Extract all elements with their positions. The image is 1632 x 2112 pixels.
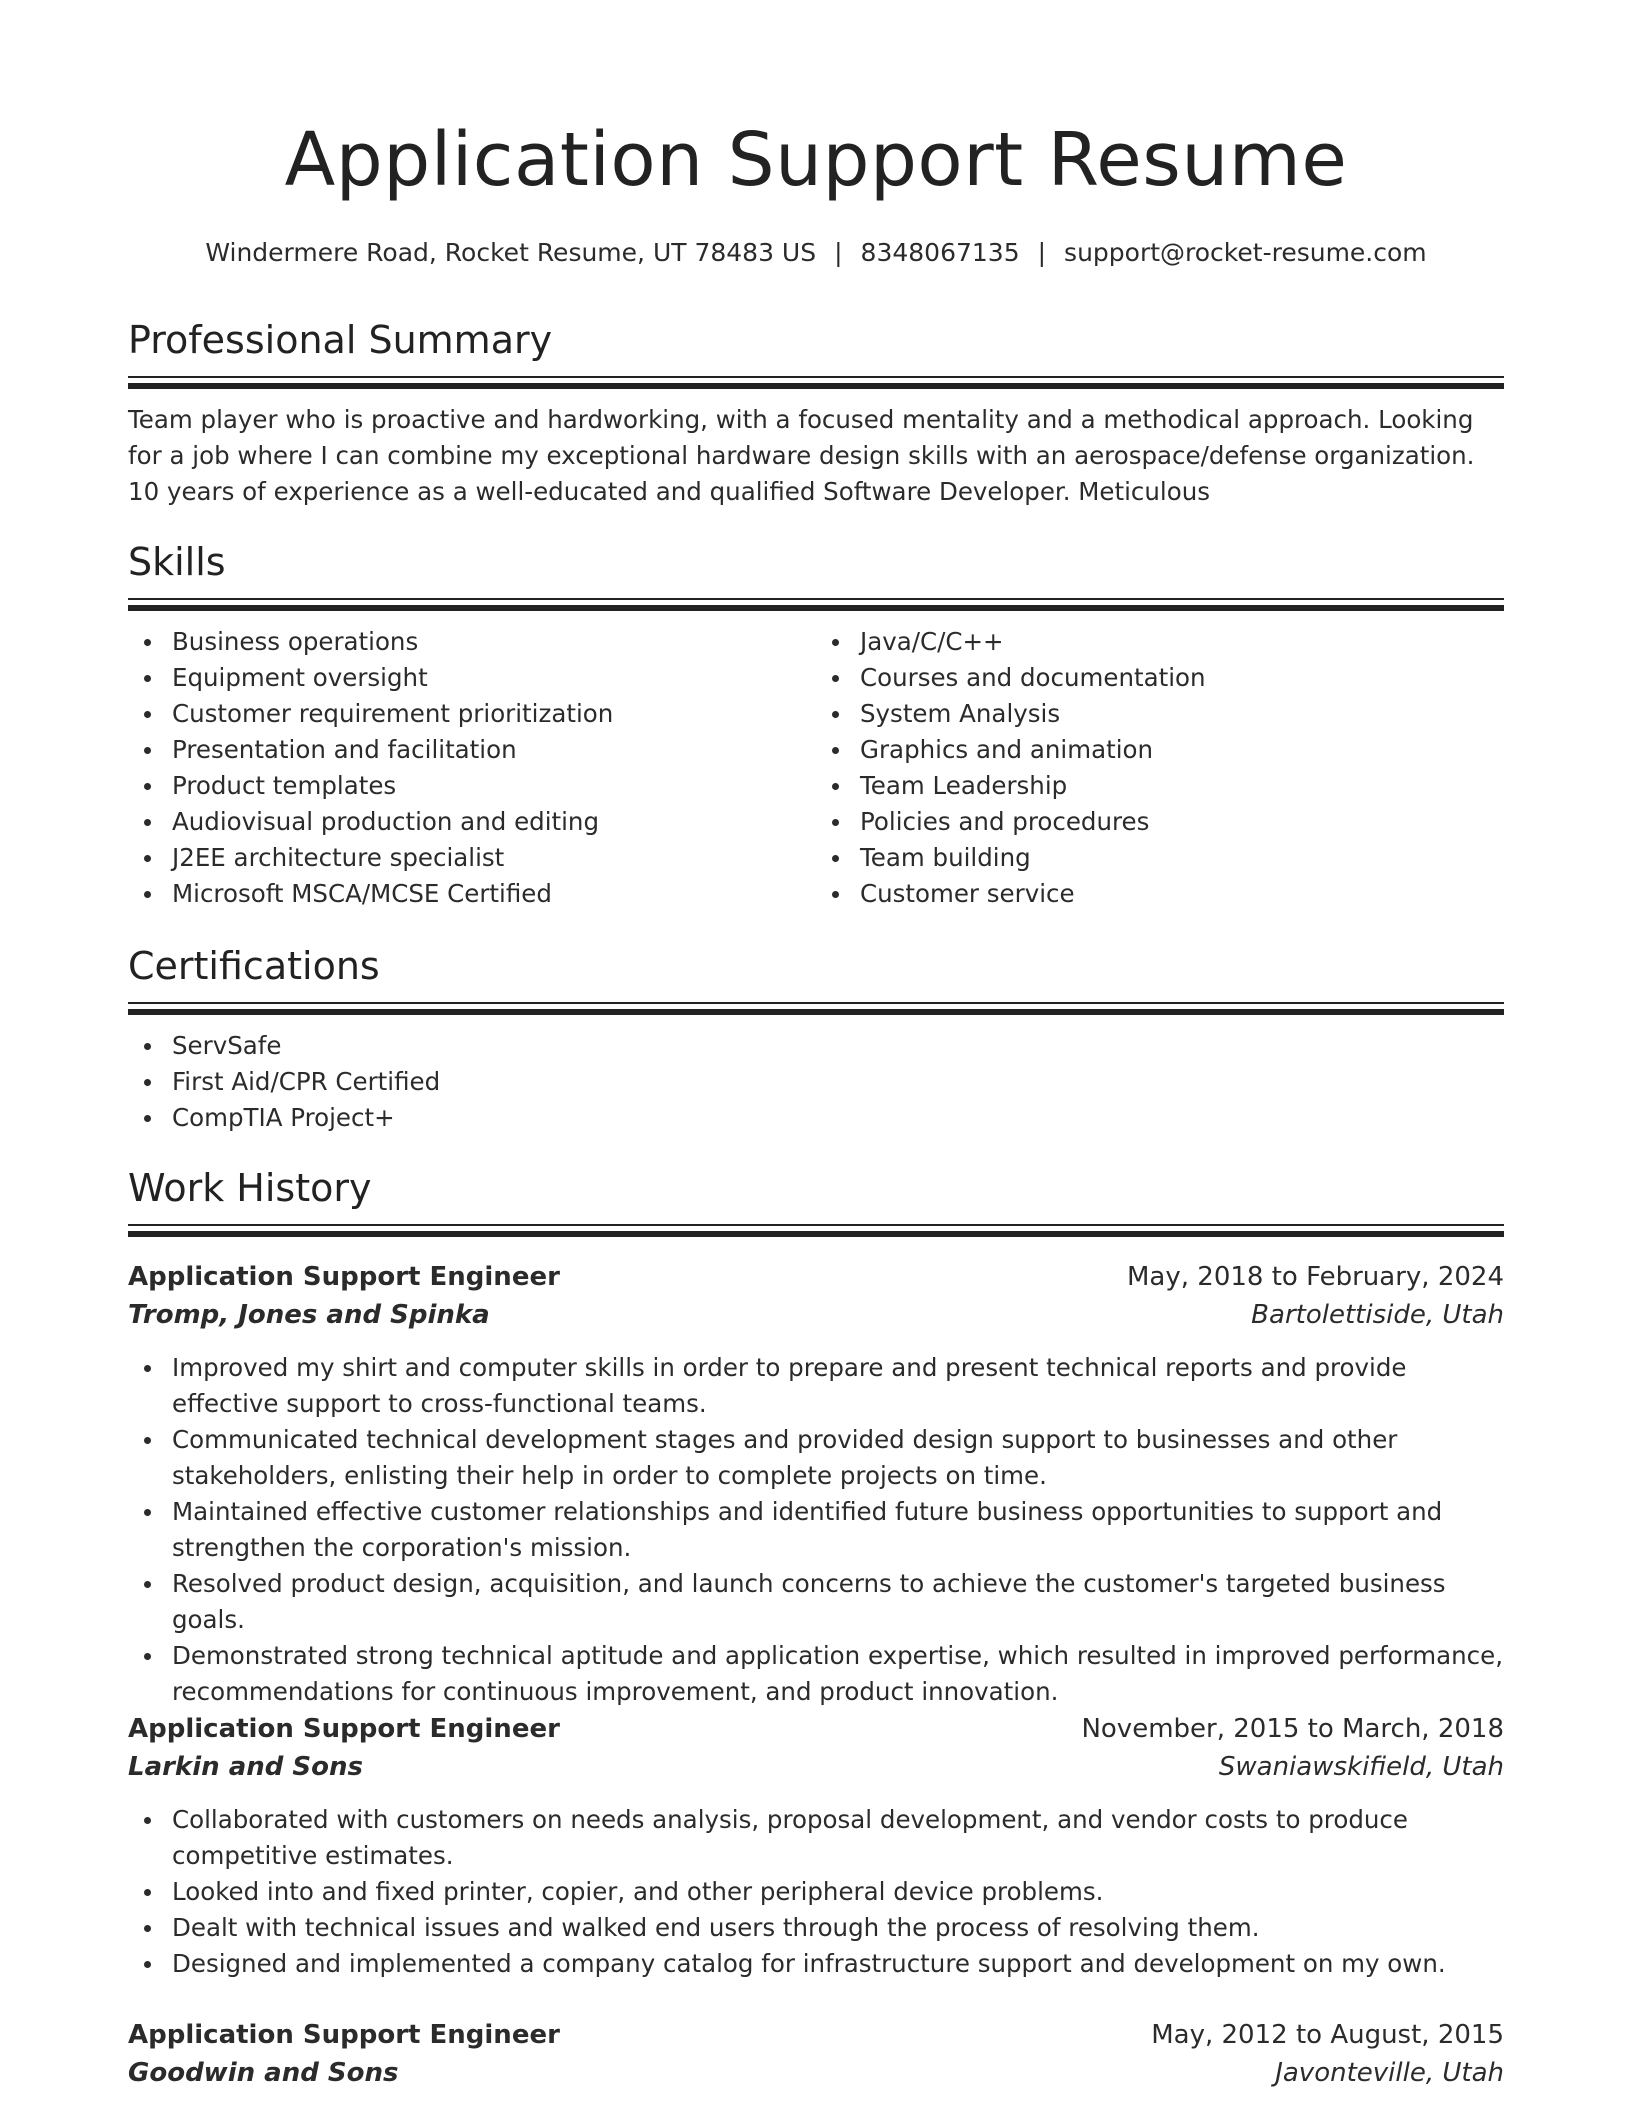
summary-heading: Professional Summary [128, 318, 553, 362]
job-bullets [128, 1802, 1504, 1982]
contact-email: support@rocket-resume.com [1064, 238, 1427, 267]
list-item: Product templates [172, 768, 816, 804]
job-company: Larkin and Sons [128, 1752, 363, 1782]
job-entry [128, 1258, 1504, 1710]
contact-separator: | [1037, 238, 1047, 267]
list-item: Communicated technical development stages and provided design support to businesses and other stakeholders, enlisting their help in order to complete projects on time. [172, 1422, 1504, 1494]
skills-list-left [128, 624, 816, 912]
list-item: CompTIA Project+ [172, 1100, 1504, 1136]
summary-section [128, 318, 1504, 510]
list-item: Improved my shirt and computer skills in order to prepare and present technical reports and provide effective support to cross-functional teams. [172, 1350, 1504, 1422]
certifications-section [128, 944, 1504, 1136]
section-divider [128, 1224, 1504, 1238]
list-item: Courses and documentation [860, 660, 1504, 696]
contact-address: Windermere Road, Rocket Resume, UT 78483 US [205, 238, 817, 267]
contact-separator: | [834, 238, 843, 267]
job-dates: May, 2018 to February, 2024 [1127, 1262, 1504, 1292]
list-item: Presentation and facilitation [172, 732, 816, 768]
job-location: Javonteville, Utah [1275, 2058, 1504, 2088]
list-item: Java/C/C++ [860, 624, 1504, 660]
work-history-section [128, 1166, 1504, 1238]
job-header-row [128, 1710, 1504, 1748]
summary-text: Team player who is proactive and hardworking, with a focused mentality and a methodical approach. Looking for a job where I can combine my exceptional hardware design skills with an aerospace/defense organization. 10 years of experience as a well-educated and qualified Software Developer. Meticulous [128, 404, 1475, 506]
job-header-row [128, 2016, 1504, 2054]
job-dates: May, 2012 to August, 2015 [1151, 2020, 1504, 2050]
list-item: Looked into and fixed printer, copier, and other peripheral device problems. [172, 1874, 1504, 1910]
list-item: Audiovisual production and editing [172, 804, 816, 840]
list-item: First Aid/CPR Certified [172, 1064, 1504, 1100]
list-item: ServSafe [172, 1028, 1504, 1064]
contact-line [128, 238, 1504, 268]
work-history-heading: Work History [128, 1166, 372, 1210]
skills-heading: Skills [128, 540, 226, 584]
list-item: Collaborated with customers on needs analysis, proposal development, and vendor costs to produce competitive estimates. [172, 1802, 1504, 1874]
list-item: Graphics and animation [860, 732, 1504, 768]
list-item: Resolved product design, acquisition, and launch concerns to achieve the customer's targeted business goals. [172, 1566, 1504, 1638]
list-item: Equipment oversight [172, 660, 816, 696]
list-item: Maintained effective customer relationships and identified future business opportunities to support and strengthen the corporation's mission. [172, 1494, 1504, 1566]
skills-section [128, 540, 1504, 912]
certifications-heading: Certifications [128, 944, 380, 988]
job-title: Application Support Engineer [128, 2020, 560, 2050]
job-title: Application Support Engineer [128, 1714, 560, 1744]
list-item: System Analysis [860, 696, 1504, 732]
contact-phone: 8348067135 [860, 238, 1020, 267]
job-location: Bartolettiside, Utah [1251, 1300, 1504, 1330]
job-title: Application Support Engineer [128, 1262, 560, 1292]
section-divider [128, 376, 1504, 390]
job-company: Tromp, Jones and Spinka [128, 1300, 490, 1330]
resume-title: Application Support Resume [284, 117, 1348, 203]
skills-list-right [816, 624, 1504, 912]
job-entry [128, 2016, 1504, 2108]
list-item: Demonstrated strong technical aptitude and application expertise, which resulted in improved performance, recommendations for continuous improvement, and product innovation. [172, 1638, 1504, 1710]
section-divider [128, 598, 1504, 612]
job-dates: November, 2015 to March, 2018 [1081, 1714, 1504, 1744]
section-divider [128, 1002, 1504, 1016]
list-item: Customer service [860, 876, 1504, 912]
skills-columns [128, 624, 1504, 912]
list-item: Designed and implemented a company catalog for infrastructure support and development on my own. [172, 1946, 1504, 1982]
list-item: Business operations [172, 624, 816, 660]
list-item: Team Leadership [860, 768, 1504, 804]
certifications-list [128, 1028, 1504, 1136]
job-header-row [128, 1258, 1504, 1296]
list-item: Customer requirement prioritization [172, 696, 816, 732]
list-item: Microsoft MSCA/MCSE Certified [172, 876, 816, 912]
job-bullets [128, 1350, 1504, 1710]
job-company-row [128, 2054, 1504, 2092]
job-company-row [128, 1296, 1504, 1334]
list-item: Team building [860, 840, 1504, 876]
list-item: J2EE architecture specialist [172, 840, 816, 876]
job-location: Swaniawskifield, Utah [1218, 1752, 1504, 1782]
job-entry [128, 1710, 1504, 1982]
job-company: Goodwin and Sons [128, 2058, 399, 2088]
job-company-row [128, 1748, 1504, 1786]
list-item: Policies and procedures [860, 804, 1504, 840]
list-item: Dealt with technical issues and walked end users through the process of resolving them. [172, 1910, 1504, 1946]
